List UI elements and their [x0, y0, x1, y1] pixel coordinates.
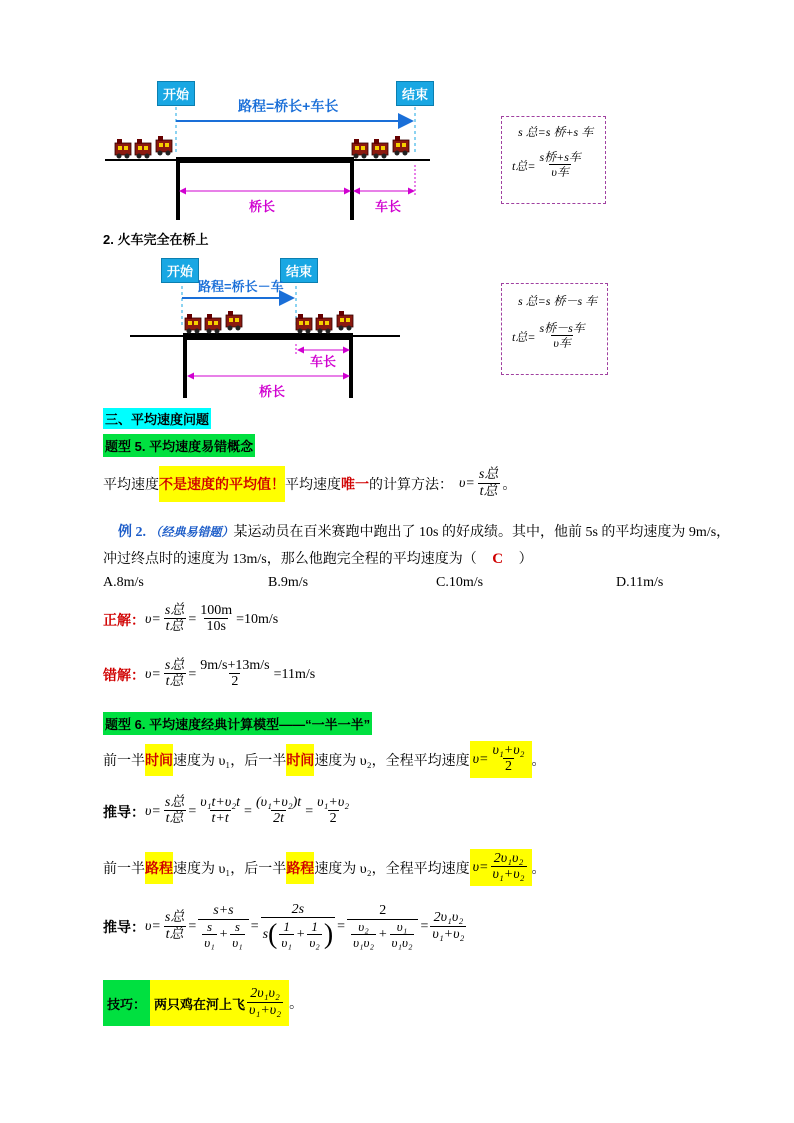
tip-end: 。: [289, 997, 304, 1012]
end-label-2: 结束: [280, 258, 318, 283]
correct-solution: 正解： υ= $\frac{\text{s总}}{\text{t总}}$ = $\frac{100m}{10s}$ =10m/s: [103, 603, 279, 635]
derive2-f3n: 2s: [291, 902, 305, 917]
option-c: C.10m/s: [436, 575, 484, 590]
derive2-f4-den: $\frac{\text{υ₂}}{\text{υ₁υ₂}}$ + $\frac{\text{υ₁}}{\text{υ₁υ₂}}$: [347, 919, 418, 951]
type6-heading: 题型 6. 平均速度经典计算模型——“一半一半”: [103, 712, 372, 735]
concept-text-3: 平均速度: [285, 478, 341, 493]
concept-highlight: 不是速度的平均值！: [159, 466, 285, 502]
concept-text-5: 的计算方法：: [369, 478, 453, 493]
formula-s: s 总=s 桥+s 车: [518, 125, 594, 139]
half-time-den: 2: [505, 759, 513, 775]
derive2-f3-den: s ( $\frac{1}{\text{υ₁}}$ + $\frac{1}{\text{υ₂}}$ ): [262, 918, 334, 951]
derive1-f3n: (υ₁+υ₂)t: [255, 795, 302, 810]
derive1-label: 推导：: [103, 805, 145, 821]
half-dist-c: 速度为 υ₁，后一半: [173, 861, 287, 877]
derive2-f5n: 2υ₁υ₂: [433, 910, 464, 926]
end-label: 结束: [396, 81, 434, 106]
wrong-num2: 9m/s+13m/s: [200, 658, 270, 673]
tip-line: [103, 980, 303, 1026]
concept-end: 。: [502, 478, 517, 493]
derive1-f4d: 2: [329, 811, 337, 827]
correct-result: =10m/s: [236, 611, 279, 627]
half-time-e: 速度为 υ₂，全程平均速度: [314, 753, 470, 769]
formula-t2-lhs: t总=: [512, 329, 536, 344]
section2-heading: 2. 火车完全在桥上: [103, 232, 209, 247]
example-text-1: 某运动员在百米赛跑中跑出了 10s 的好成绩。其中，他前 5s 的平均速度为 9m/s，: [233, 525, 731, 540]
half-dist-e: 速度为 υ₂，全程平均速度: [314, 861, 470, 877]
example-line-2: [103, 548, 533, 568]
derive2-f1n: s总: [164, 910, 185, 926]
option-a: A.8m/s: [103, 575, 144, 590]
correct-label: 正解：: [103, 613, 145, 629]
derive2-f5d: υ₁+υ₂: [432, 926, 465, 942]
derive1-f4n: υ₁+υ₂: [317, 795, 350, 810]
option-b: B.9m/s: [268, 575, 309, 590]
bridge-length-label: 桥长: [246, 196, 278, 215]
derive2-f1d: t总: [165, 926, 184, 942]
correct-num2: 100m: [200, 603, 233, 618]
half-dist-den: υ₁+υ₂: [492, 867, 525, 883]
half-dist-b: 路程: [145, 852, 173, 884]
derive2-f2-den: $\frac{s}{\text{υ₁}}$ + $\frac{s}{\text{υ₁}}$: [198, 919, 248, 951]
tip-den: υ₁+υ₂: [249, 1002, 282, 1018]
half-time-line: 前一半 时间 速度为 υ₁，后一半 时间 速度为 υ₂，全程平均速度 υ= $\frac{\text{υ₁+υ₂}}{2}$ 。: [103, 741, 546, 778]
half-dist-a: 前一半: [103, 861, 145, 877]
wrong-den1: t总: [165, 674, 184, 690]
concept-text-1: 平均速度: [103, 478, 159, 493]
derivation-1: 推导： υ= $\frac{\text{s总}}{\text{t总}}$ = $\frac{\text{υ₁t+υ₂t}}{t+t}$ = $\frac{\text{(υ₁+υ₂)t}}{2t}$ = $\frac{\text{υ₁+υ₂}}{2}$: [103, 795, 350, 827]
formula-t-num: s桥+s车: [539, 150, 581, 164]
start-label: 开始: [157, 81, 195, 106]
half-time-a: 前一半: [103, 753, 145, 769]
example-label: 例 2.: [118, 525, 146, 540]
tip-text: 两只鸡在河上飞: [154, 996, 246, 1012]
wrong-label: 错解：: [103, 668, 145, 684]
example-tag: （经典易错题）: [149, 525, 234, 539]
path-label: 路程=桥长+车长: [238, 98, 339, 114]
half-dist-end: 。: [531, 861, 546, 877]
half-time-num: υ₁+υ₂: [492, 743, 525, 758]
derivation-2: 推导： υ= $\frac{\text{s总}}{\text{t总}}$ = s+s $\frac{s}{\text{υ₁}}$ + $\frac{s}{\text{υ₁}}$ = 2s s ( $\frac{1}{\text{υ₁}}$ + $\frac{1}{\text{υ₂}}$ ) = 2 $\frac{\text{υ₂}}{\text{υ₁υ₂}}$ + $\frac{\text{υ₁}}{\text{υ₁υ₂}}$ = $\frac{\text{2υ₁υ₂}}{\text{υ₁+υ₂}}$: [103, 902, 465, 951]
tip-label: 技巧：: [103, 980, 150, 1026]
formula-s-2: s 总=s 桥－s 车: [518, 294, 598, 308]
half-distance-line: 前一半 路程 速度为 υ₁，后一半 路程 速度为 υ₂，全程平均速度 υ= $\frac{\text{2υ₁υ₂}}{\text{υ₁+υ₂}}$ 。: [103, 849, 546, 886]
bridge-length-label-2: 桥长: [256, 381, 288, 400]
half-dist-num: 2υ₁υ₂: [493, 851, 524, 866]
formula-box-2: [501, 283, 608, 375]
option-d: D.11m/s: [616, 575, 664, 590]
half-time-c: 速度为 υ₁，后一半: [173, 753, 287, 769]
derive1-f3d: 2t: [273, 811, 285, 827]
derive2-f4n: 2: [379, 903, 387, 919]
correct-den1: t总: [165, 619, 184, 635]
derive2-f2n: s+s: [213, 903, 234, 919]
concept-num: s总: [478, 467, 499, 483]
concept-v: υ=: [459, 476, 475, 491]
derive1-f2d: t+t: [211, 811, 229, 827]
half-time-d: 时间: [286, 744, 314, 776]
concept-only: 唯一: [341, 478, 369, 493]
example-answer: C: [492, 551, 504, 567]
type5-heading: 题型 5. 平均速度易错概念: [103, 434, 255, 457]
formula-t: [512, 151, 585, 180]
example-close: ）: [518, 552, 533, 567]
path-label-2: 路程=桥长－车: [198, 279, 284, 294]
formula-t-lhs: t总=: [512, 158, 536, 173]
formula-t2-den: υ车: [553, 336, 571, 351]
correct-num1: s总: [164, 603, 185, 618]
derive1-f1n: s总: [164, 795, 185, 810]
derive1-f2n: υ₁t+υ₂t: [200, 795, 241, 810]
start-label-2: 开始: [161, 258, 199, 283]
section3-heading: 三、平均速度问题: [103, 408, 211, 429]
train-length-label-2: 车长: [307, 351, 339, 370]
wrong-solution: 错解： υ= $\frac{\text{s总}}{\text{t总}}$ = $\frac{9m/s+13m/s}{2}$ =11m/s: [103, 658, 316, 690]
half-dist-d: 路程: [286, 852, 314, 884]
formula-box-1: [501, 116, 606, 204]
formula-t-den: υ车: [551, 165, 569, 180]
train-length-label: 车长: [372, 196, 404, 215]
wrong-result: =11m/s: [273, 666, 316, 682]
concept-den: t总: [479, 483, 498, 499]
formula-t-2: [512, 322, 589, 351]
wrong-num1: s总: [164, 658, 185, 673]
half-time-b: 时间: [145, 744, 173, 776]
wrong-den2: 2: [231, 674, 239, 690]
derive1-f1d: t总: [165, 811, 184, 827]
example-line-1: [118, 521, 730, 541]
concept-line: [103, 466, 516, 502]
derive2-label: 推导：: [103, 920, 145, 936]
half-time-end: 。: [531, 753, 546, 769]
formula-t2-num: s桥－s车: [539, 321, 585, 335]
correct-den2: 10s: [206, 619, 226, 635]
example-text-2: 冲过终点时的速度为 13m/s，那么他跑完全程的平均速度为（: [103, 552, 477, 567]
tip-num: 2υ₁υ₂: [250, 986, 280, 1002]
